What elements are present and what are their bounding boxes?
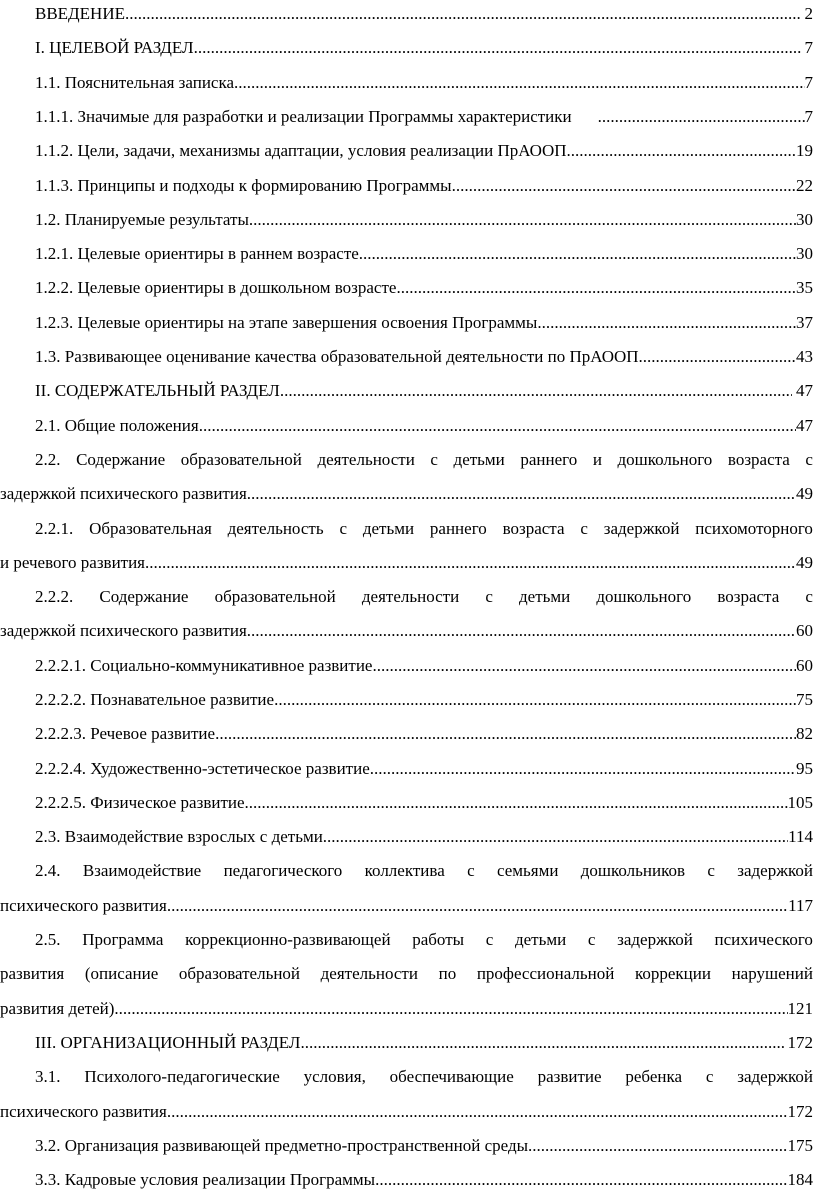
- toc-entry-text: 2.2.2.4. Художественно-эстетическое развитие: [35, 759, 370, 778]
- toc-entry-text: I. ЦЕЛЕВОЙ РАЗДЕЛ: [35, 38, 194, 57]
- dot-leader: [247, 619, 796, 643]
- page-number: 43: [796, 347, 813, 366]
- toc-entry-line: [0, 551, 813, 575]
- page-number: 172: [787, 1033, 813, 1052]
- dot-leader: [452, 174, 796, 198]
- dot-leader: [194, 36, 801, 60]
- toc-entry-text: задержкой: [617, 930, 693, 949]
- toc-entry-line: [35, 448, 813, 472]
- dot-leader: [396, 276, 796, 300]
- toc-entry-text: Образовательная: [89, 519, 212, 538]
- toc-entry-text: 2.2.2.5. Физическое развитие: [35, 793, 245, 812]
- toc-entry-text: дошкольного: [617, 450, 713, 469]
- toc-entry-text: детьми: [362, 519, 415, 538]
- toc-entry-text: Взаимодействие: [82, 861, 202, 880]
- dot-leader: [375, 1168, 787, 1192]
- toc-entry-text: семьями: [496, 861, 559, 880]
- page-number: 184: [787, 1170, 813, 1189]
- page-number: 49: [796, 484, 813, 503]
- toc-entry-text: ребенка: [625, 1067, 683, 1086]
- toc-entry-text: с: [485, 587, 493, 606]
- toc-entry-text: с: [485, 930, 494, 949]
- toc-entry-text: с: [805, 587, 813, 606]
- toc-entry-text: деятельность: [227, 519, 324, 538]
- toc-entry-line: [0, 962, 813, 986]
- page-number: 22: [796, 176, 813, 195]
- toc-entry-text: психического: [714, 930, 813, 949]
- dot-leader: [167, 1100, 788, 1124]
- dot-leader: [280, 379, 792, 403]
- toc-entry-line: [35, 517, 813, 541]
- toc-entry-text: 1.2.3. Целевые ориентиры на этапе завершения освоения Программы: [35, 313, 538, 332]
- dot-leader: [274, 688, 796, 712]
- dot-leader: [639, 345, 796, 369]
- toc-entry-text: детьми: [453, 450, 505, 469]
- toc-entry-text: 2.2.1.: [35, 519, 74, 538]
- toc-entry-line: [35, 1031, 813, 1055]
- toc-entry-text: 2.2.2.3. Речевое развитие: [35, 724, 216, 743]
- toc-entry-line: [35, 825, 813, 849]
- page-number: 95: [796, 759, 813, 778]
- toc-entry-text: II. СОДЕРЖАТЕЛЬНЫЙ РАЗДЕЛ: [35, 381, 280, 400]
- toc-entry-line: [35, 276, 813, 300]
- toc-entry-text: образовательной: [178, 964, 301, 983]
- page-number: 75: [796, 690, 813, 709]
- toc-entry-text: раннего: [520, 450, 578, 469]
- page-number: 105: [787, 793, 813, 812]
- page-number: 49: [796, 553, 813, 572]
- toc-entry-line: [35, 757, 813, 781]
- page-number: 175: [787, 1136, 813, 1155]
- dot-leader: [199, 414, 796, 438]
- toc-entry-line: [35, 585, 813, 609]
- toc-entry-text: 2.5.: [35, 930, 61, 949]
- toc-entry-text: детьми: [519, 587, 571, 606]
- toc-entry-line: [35, 722, 813, 746]
- toc-entry-text: 2.2.: [35, 450, 61, 469]
- toc-entry-text: задержкой психического развития: [0, 621, 247, 640]
- toc-entry-text: деятельности: [320, 964, 418, 983]
- dot-leader: [247, 482, 796, 506]
- toc-entry-text: задержкой: [603, 519, 680, 538]
- toc-entry-text: обеспечивающие: [389, 1067, 514, 1086]
- toc-entry-text: дошкольного: [596, 587, 692, 606]
- dot-leader: [215, 722, 796, 746]
- page-number: 47: [796, 381, 813, 400]
- toc-entry-text: 1.1.1. Значимые для разработки и реализации Программы характеристики: [35, 107, 572, 126]
- toc-entry-text: психического развития: [0, 1102, 167, 1121]
- toc-entry-text: коллектива: [364, 861, 445, 880]
- toc-entry-text: дошкольников: [580, 861, 686, 880]
- toc-entry-text: задержкой психического развития: [0, 484, 247, 503]
- toc-entry-line: [35, 379, 813, 403]
- toc-entry-line: [35, 859, 813, 883]
- toc-entry-text: развитие: [537, 1067, 602, 1086]
- dot-leader: [167, 894, 788, 918]
- toc-entry-text: возраста: [727, 450, 790, 469]
- toc-entry-text: и: [592, 450, 602, 469]
- toc-entry-text: профессиональной: [476, 964, 615, 983]
- toc-entry-line: [35, 208, 813, 232]
- toc-entry-text: задержкой: [737, 1067, 813, 1086]
- toc-entry-text: с: [707, 861, 715, 880]
- dot-leader: [249, 208, 796, 232]
- page-number: 7: [804, 107, 813, 126]
- toc-entry-line: [0, 997, 813, 1021]
- toc-entry-text: коррекционно-развивающей: [185, 930, 391, 949]
- toc-entry-text: деятельности: [317, 450, 415, 469]
- toc-entry-text: коррекции: [634, 964, 711, 983]
- toc-entry-text: 1.2. Планируемые результаты: [35, 210, 249, 229]
- page-number: 7: [804, 38, 813, 57]
- toc-entry-line: [0, 894, 813, 918]
- page-number: 30: [796, 244, 813, 263]
- toc-entry-text: Программа: [82, 930, 164, 949]
- toc-entry-text: 2.3. Взаимодействие взрослых с детьми: [35, 827, 323, 846]
- toc-entry-text: Содержание: [99, 587, 189, 606]
- dot-leader: [149, 551, 796, 575]
- toc-entry-text: III. ОРГАНИЗАЦИОННЫЙ РАЗДЕЛ: [35, 1033, 301, 1052]
- toc-entry-line: [35, 414, 813, 438]
- page-number: 117: [788, 896, 813, 915]
- toc-entry-text: условия,: [303, 1067, 366, 1086]
- toc-entry-text: детьми: [514, 930, 567, 949]
- dot-leader: [114, 997, 787, 1021]
- toc-entry-text: с: [587, 930, 596, 949]
- dot-leader: [245, 791, 788, 815]
- dot-leader: [571, 139, 796, 163]
- toc-entry-line: [0, 482, 813, 506]
- toc-entry-text: 3.1.: [35, 1067, 61, 1086]
- page-number: 19: [796, 141, 813, 160]
- toc-entry-text: 1.1.2. Цели, задачи, механизмы адаптации, условия реализации ПрАООП.: [35, 141, 571, 160]
- toc-entry-text: с: [339, 519, 347, 538]
- dot-leader: [323, 825, 788, 849]
- toc-entry-text: психомоторного: [695, 519, 813, 538]
- toc-entry-line: [35, 105, 813, 129]
- toc-entry-line: [35, 36, 813, 60]
- dot-leader: [234, 71, 804, 95]
- toc-entry-text: деятельности: [361, 587, 460, 606]
- toc-entry-text: образовательной: [180, 450, 302, 469]
- dot-leader: [359, 242, 796, 266]
- toc-entry-text: образовательной: [214, 587, 336, 606]
- dot-leader: [300, 1031, 783, 1055]
- toc-entry-line: [35, 311, 813, 335]
- toc-entry-text: с: [467, 861, 475, 880]
- dot-leader: [528, 1134, 787, 1158]
- toc-entry-line: [35, 791, 813, 815]
- toc-entry-text: 2.2.2.1. Социально-коммуникативное развитие: [35, 656, 373, 675]
- toc-entry-line: [35, 139, 813, 163]
- toc-entry-text: 2.4.: [35, 861, 61, 880]
- page-number: 35: [796, 278, 813, 297]
- toc-entry-text: 1.2.2. Целевые ориентиры в дошкольном возрасте: [35, 278, 397, 297]
- toc-entry-text: Психолого-педагогические: [84, 1067, 280, 1086]
- page-number: 114: [788, 827, 813, 846]
- page-number: 60: [796, 621, 813, 640]
- toc-entry-text: с: [580, 519, 588, 538]
- toc-entry-line: [35, 654, 813, 678]
- toc-entry-text: 3.2. Организация развивающей предметно-пространственной среды: [35, 1136, 529, 1155]
- toc-entry-text: раннего: [429, 519, 487, 538]
- toc-entry-line: [35, 1168, 813, 1192]
- toc-entry-text: психического развития: [0, 896, 167, 915]
- toc-entry-text: возраста: [717, 587, 780, 606]
- toc-entry-line: [0, 1100, 813, 1124]
- toc-entry-text: ВВЕДЕНИЕ: [35, 4, 125, 23]
- page-number: 121: [787, 999, 813, 1018]
- page-number: 60: [796, 656, 813, 675]
- toc-entry-text: 1.2.1. Целевые ориентиры в раннем возрасте: [35, 244, 359, 263]
- toc-entry-text: работы: [412, 930, 465, 949]
- toc-entry-text: возраста: [502, 519, 565, 538]
- dot-leader: [125, 2, 801, 26]
- toc-entry-line: [35, 928, 813, 952]
- page-number: 2: [804, 4, 813, 23]
- dot-leader: [370, 757, 796, 781]
- toc-entry-text: 1.1. Пояснительная записка: [35, 73, 235, 92]
- toc-entry-text: 2.1. Общие положения: [35, 416, 199, 435]
- toc-entry-text: 2.2.2.: [35, 587, 74, 606]
- toc-entry-text: развития детей): [0, 999, 115, 1018]
- toc-entry-line: [35, 242, 813, 266]
- toc-entry-line: [0, 619, 813, 643]
- toc-entry-text: педагогического: [223, 861, 343, 880]
- page-number: 30: [796, 210, 813, 229]
- toc-entry-text: и речевого развития.: [0, 553, 150, 572]
- toc-entry-line: [35, 1065, 813, 1089]
- toc-entry-line: [35, 688, 813, 712]
- toc-entry-text: 1.1.3. Принципы и подходы к формированию Программы: [35, 176, 452, 195]
- toc-entry-text: развития: [0, 964, 65, 983]
- toc-entry-line: [35, 2, 813, 26]
- toc-entry-line: [35, 1134, 813, 1158]
- dot-leader: [372, 654, 796, 678]
- dot-leader: [598, 105, 805, 129]
- toc-entry-text: задержкой: [737, 861, 813, 880]
- toc-entry-text: с: [430, 450, 438, 469]
- toc-entry-line: [35, 71, 813, 95]
- toc-entry-text: с: [805, 450, 813, 469]
- toc-entry-text: нарушений: [731, 964, 813, 983]
- toc-entry-text: Содержание: [76, 450, 166, 469]
- page-number: 82: [796, 724, 813, 743]
- toc-entry-text: 3.3. Кадровые условия реализации Программы: [35, 1170, 376, 1189]
- page-number: 37: [796, 313, 813, 332]
- toc-entry-text: по: [438, 964, 457, 983]
- page-number: 7: [804, 73, 813, 92]
- toc-entry-line: [35, 174, 813, 198]
- toc-entry-text: 1.3. Развивающее оценивание качества образовательной деятельности по ПрАООП: [35, 347, 639, 366]
- page-number: 172: [787, 1102, 813, 1121]
- page-number: 47: [796, 416, 813, 435]
- dot-leader: [537, 311, 796, 335]
- toc-entry-text: (описание: [84, 964, 159, 983]
- toc-entry-text: 2.2.2.2. Познавательное развитие: [35, 690, 275, 709]
- toc-entry-text: с: [705, 1067, 714, 1086]
- toc-entry-line: [35, 345, 813, 369]
